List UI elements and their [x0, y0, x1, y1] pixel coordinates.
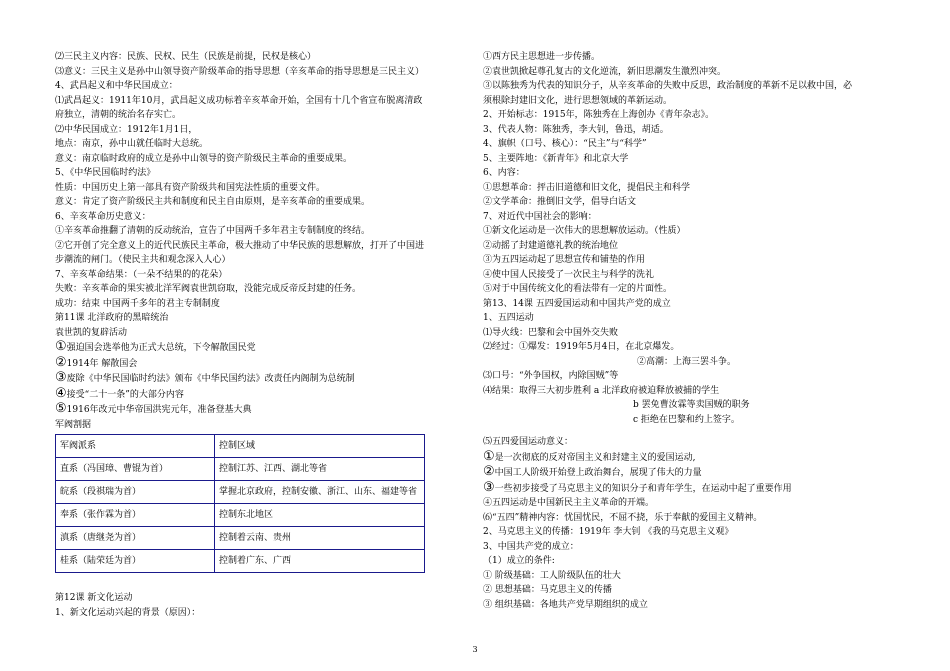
table-row: [56, 527, 425, 550]
text-line: 4、武昌起义和中华民国成立：: [55, 81, 178, 91]
list-text: 1916年改元中华帝国洪宪元年，准备登基大典: [66, 405, 252, 415]
list-text: 是一次彻底的反对帝国主义和封建主义的爱国运动,: [494, 452, 696, 463]
table-cell: 军阀派系: [56, 435, 215, 458]
table-cell: 桂系（陆荣廷为首）: [56, 550, 215, 573]
text-line: ④使中国人民接受了一次民主与科学的洗礼: [483, 269, 655, 280]
table-row: [56, 550, 425, 573]
warlord-table: [55, 434, 425, 573]
list-number: ③: [483, 480, 495, 495]
text-line: ②它开创了完全意义上的近代民族民主革命，极大推动了中华民族的思想解放，打开了中国进: [55, 240, 425, 251]
table-cell: 控制江苏、江西、湖北等省: [215, 458, 425, 481]
text-line: ⑵三民主义内容：民族、民权、民生（民族是前提，民权是核心）: [55, 52, 317, 62]
list-item: [55, 340, 455, 356]
significance-list: [483, 450, 903, 497]
text-line: （1）成立的条件:: [483, 556, 555, 566]
text-line: ⑴导火线：巴黎和会中国外交失败: [483, 327, 619, 338]
list-item: [55, 371, 455, 387]
text-line: ⑶意义：三民主义是孙中山领导资产阶级革命的指导思想（辛亥革命的指导思想是三民主义）: [55, 66, 425, 77]
shanghai-strike-line: ②高潮：上海三罢斗争。: [637, 356, 737, 367]
list-item: [55, 387, 455, 403]
text-line: ①辛亥革命推翻了清朝的反动统治，宣告了中国两千多年君主专制制度的终结。: [55, 226, 371, 236]
list-number: ②: [55, 355, 67, 370]
list-item: [483, 465, 903, 481]
significance-title: ⑸五四爱国运动意义：: [483, 437, 574, 447]
text-line: 1、五四运动: [483, 313, 534, 323]
text-line: ③ 组织基础：各地共产党早期组织的成立: [483, 599, 648, 610]
list-item: [483, 481, 903, 497]
text-line: 失败：辛亥革命的果实被北洋军阀袁世凯窃取，没能完成反帝反封建的任务。: [55, 284, 362, 294]
table-row: [56, 458, 425, 481]
text-line: 意义：肯定了资产阶级民主共和制度和民主自由原则，是辛亥革命的重要成果。: [55, 197, 371, 207]
text-line: ③为五四运动起了思想宣传和铺垫的作用: [483, 255, 646, 265]
right-text-block: [483, 50, 903, 355]
table-row: [56, 481, 425, 504]
text-line: 3、代表人物：陈独秀，李大钊，鲁迅，胡适。: [483, 124, 669, 135]
text-line: ① 阶级基础：工人阶级队伍的壮大: [483, 570, 621, 581]
table-cell: 滇系（唐继尧为首）: [56, 527, 215, 550]
text-line: 2、马克思主义的传播：1919年 李大钊 《我的马克思主义观》: [483, 527, 734, 537]
text-line: ⑹“五四”精神内容：忧国忧民，不屈不挠，乐于奉献的爱国主义精神。: [483, 512, 763, 523]
table-row: [56, 504, 425, 527]
table-cell: 直系（冯国璋、曹锟为首）: [56, 458, 215, 481]
right-tail-block: [483, 496, 903, 612]
text-line: ⑵经过：①爆发：1919年5月4日，在北京爆发。: [483, 342, 680, 352]
text-line: 7、对近代中国社会的影响：: [483, 211, 597, 222]
list-item: [483, 450, 903, 466]
page-number: 3: [472, 645, 478, 654]
text-line: 第12课 新文化运动: [55, 593, 133, 603]
text-line: ⑵中华民国成立：1912年1月1日，: [55, 124, 198, 135]
text-line: ③以陈独秀为代表的知识分子，从辛亥革命的失败中反思，政治制度的革新不足以救中国，必: [483, 81, 853, 91]
text-line: 2、开始标志：1915年，陈独秀在上海创办《青年杂志》。: [483, 110, 715, 120]
text-line: 府独立，清朝的统治名存实亡。: [55, 110, 182, 120]
text-line: ②袁世凯掀起尊孔复古的文化逆流，新旧思潮发生激烈冲突。: [483, 66, 727, 77]
result-b-line: b 罢免曹汝霖等卖国贼的职务: [633, 400, 750, 410]
list-number: ①: [55, 340, 67, 354]
list-text: 中国工人阶级开始登上政治舞台，展现了伟大的力量: [494, 468, 702, 478]
text-line: ④五四运动是中国新民主主义革命的开端。: [483, 498, 655, 508]
list-number: ②: [483, 465, 495, 479]
text-line: ②动摇了封建道德礼教的统治地位: [483, 240, 619, 251]
text-line: 成功：结束 中国两千多年的君主专制制度: [55, 298, 220, 309]
text-line: 5、《中华民国临时约法》: [55, 168, 156, 178]
list-number: ⑤: [55, 402, 67, 416]
list-number: ③: [55, 371, 67, 385]
list-item: [55, 356, 455, 372]
table-cell: 奉系（张作霖为首）: [56, 504, 215, 527]
text-line: ⑤对于中国传统文化的看法带有一定的片面性。: [483, 284, 673, 294]
text-line: ② 思想基础：马克思主义的传播: [483, 585, 612, 595]
text-line: 袁世凯的复辟活动: [55, 327, 128, 338]
table-cell: 控制着云南、贵州: [215, 527, 425, 550]
table-cell: 控制着广东、广西: [215, 550, 425, 573]
text-line: 1、新文化运动兴起的背景（原因）：: [55, 607, 201, 618]
left-text-block: [55, 50, 455, 340]
text-line: 第13、14课 五四爱国运动和中国共产党的成立: [483, 298, 671, 309]
list-text: 接受“二十一条”的大部分内容: [66, 389, 184, 400]
text-line: 第11课 北洋政府的黑暗统治: [55, 313, 169, 323]
text-line: ①西方民主思想进一步传播。: [483, 52, 601, 62]
text-line: 地点：南京，孙中山就任临时大总统。: [55, 139, 209, 149]
text-line: ②文学革命：推倒旧文学，倡导白话文: [483, 197, 637, 207]
text-line: ①新文化运动是一次伟大的思想解放运动。（性质）: [483, 226, 686, 236]
text-line: 性质：中国历史上第一部具有资产阶级共和国宪法性质的重要文件。: [55, 182, 326, 193]
list-text: 1914年 解散国会: [66, 358, 138, 369]
left-column: [55, 50, 455, 620]
text-line: 步潮流的闸门。（使民主共和观念深入人心）: [55, 255, 231, 265]
list-number: ④: [55, 386, 67, 401]
list-text: 强迫国会选举他为正式大总统，下令解散国民党: [66, 343, 256, 353]
text-line: 6、内容：: [483, 168, 525, 178]
right-column: [483, 50, 903, 612]
text-line: 4、旗帜（口号、核心）：“民主”与“科学”: [483, 139, 647, 149]
text-line: ①思想革命：抨击旧道德和旧文化，提倡民主和科学: [483, 182, 691, 193]
text-line: 6、辛亥革命历史意义：: [55, 211, 151, 222]
table-cell: 皖系（段祺瑞为首）: [56, 481, 215, 504]
text-line: 意义：南京临时政府的成立是孙中山领导的资产阶级民主革命的重要成果。: [55, 153, 353, 164]
result-line: ⑷结果：取得三大初步胜利 a 北洋政府被迫释放被捕的学生: [483, 385, 720, 396]
table-cell: 控制区域: [215, 435, 425, 458]
slogan-line: ⑶口号：“外争国权，内除国贼”等: [483, 371, 619, 381]
yuan-restoration-list: [55, 340, 455, 418]
text-line: 7、辛亥革命结果：（一朵不结果的的花朵）: [55, 269, 228, 280]
text-line: 3、中国共产党的成立：: [483, 541, 579, 552]
list-number: ①: [483, 449, 495, 464]
text-line: ⑴武昌起义：1911年10月，武昌起义成功标着辛亥革命开始，全国有十几个省宣布脱离清政: [55, 95, 423, 106]
list-text: 废除《中华民国临时约法》颁布《中华民国约法》改责任内阁制为总统制: [66, 374, 355, 384]
list-text: 一些初步接受了马克思主义的知识分子和青年学生，在运动中起了重要作用: [494, 483, 792, 494]
table-cell: 掌握北京政府，控制安徽、浙江、山东、福建等省: [215, 481, 425, 504]
left-tail-block: [55, 591, 455, 620]
result-c-line: c 拒绝在巴黎和约上签字。: [633, 414, 740, 425]
warlord-title: 军阀割据: [55, 419, 92, 430]
table-row: [56, 435, 425, 458]
text-line: 5、主要阵地：《新青年》和北京大学: [483, 153, 629, 164]
text-line: 须根除封建旧文化，进行思想领域的革新运动。: [483, 95, 673, 106]
table-cell: 控制东北地区: [215, 504, 425, 527]
list-item: [55, 402, 455, 418]
